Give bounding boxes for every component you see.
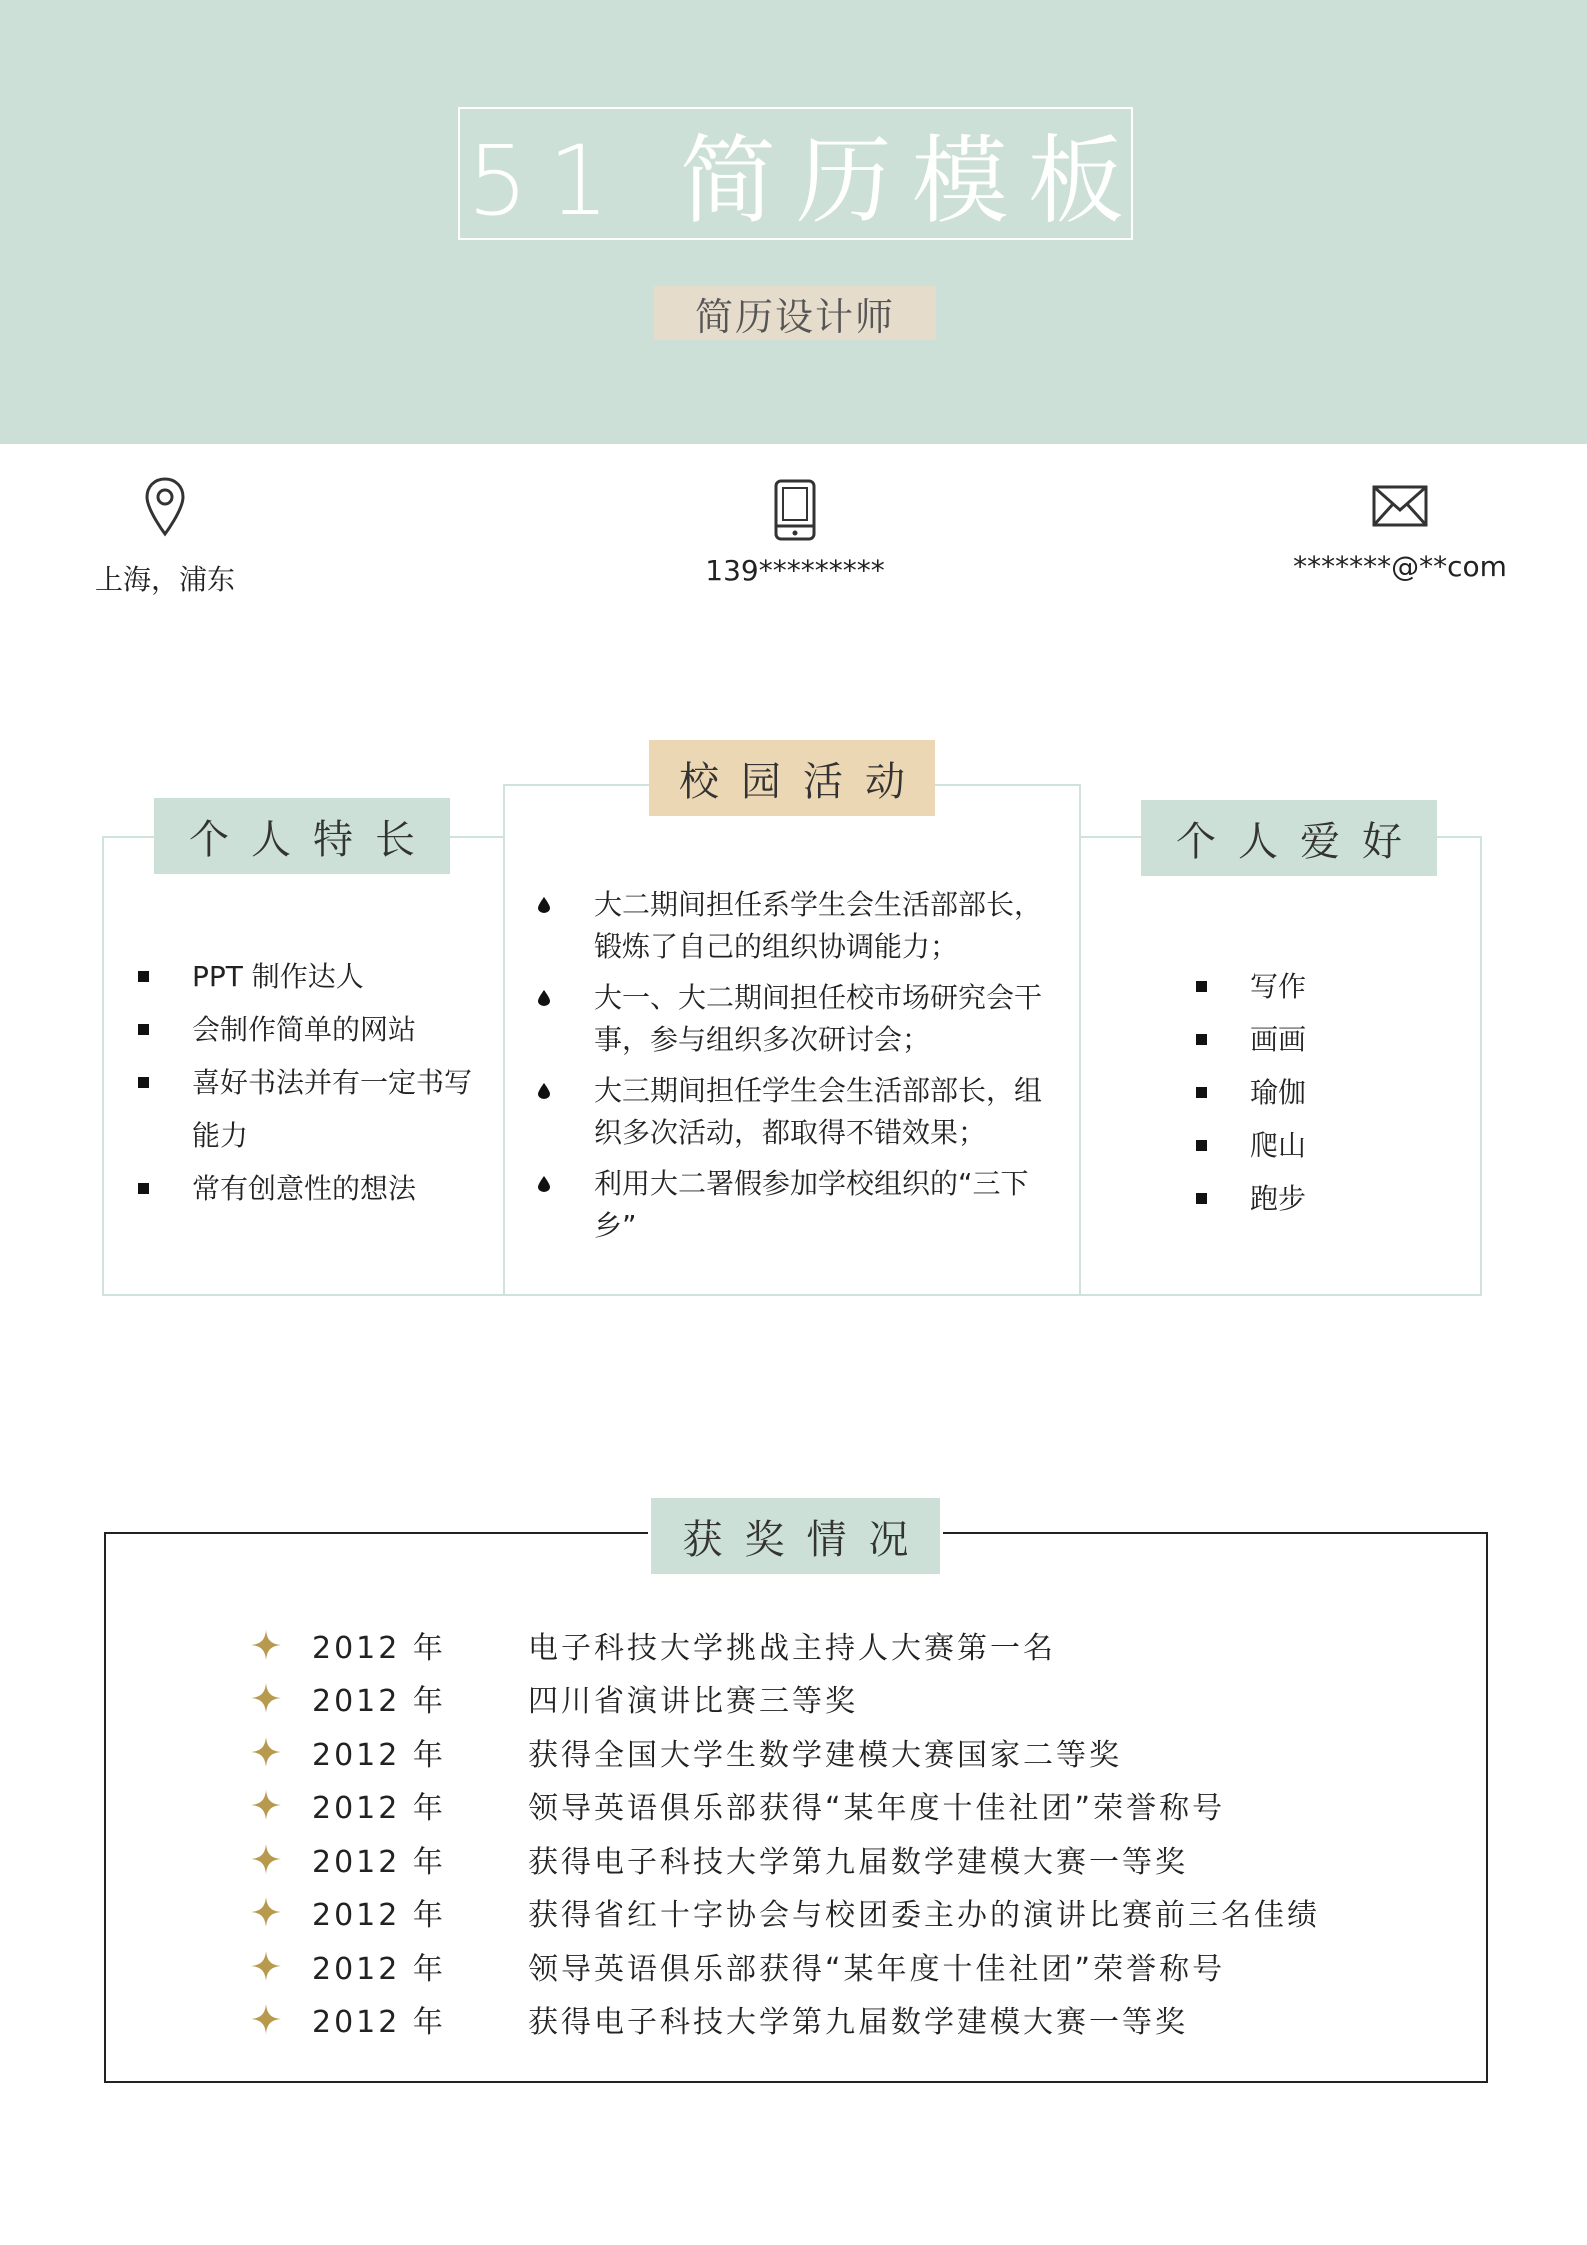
- email-text[interactable]: *******@**com: [1293, 550, 1507, 583]
- list-item: [536, 977, 1056, 1061]
- campus-item-text: 利用大二署假参加学校组织的“三下乡”: [594, 1167, 1029, 1242]
- phone-text[interactable]: 139*********: [705, 554, 885, 587]
- award-year: 2012 年: [312, 1844, 446, 1880]
- award-year: 2012 年: [312, 1898, 446, 1934]
- award-year: 2012 年: [312, 1684, 446, 1720]
- award-year: 2012 年: [312, 1737, 446, 1773]
- list-item: [536, 1163, 1056, 1247]
- award-description: 四川省演讲比赛三等奖: [528, 1684, 858, 1720]
- skills-heading: 个人特长: [154, 798, 450, 874]
- drop-bullet-icon: [538, 1083, 550, 1099]
- four-point-star-icon: [250, 1843, 282, 1875]
- campus-heading: 校园活动: [649, 740, 935, 816]
- campus-item-text: 大二期间担任系学生会生活部部长，锻炼了自己的组织协调能力；: [594, 888, 1043, 963]
- skills-list: [136, 950, 486, 1215]
- four-point-star-icon: [250, 1896, 282, 1928]
- award-description: 获得全国大学生数学建模大赛国家二等奖: [528, 1737, 1122, 1773]
- job-title: 简历设计师: [654, 286, 936, 340]
- drop-bullet-icon: [538, 1176, 550, 1192]
- four-point-star-icon: [250, 1789, 282, 1821]
- award-year: 2012 年: [312, 1951, 446, 1987]
- contact-email: [1270, 484, 1530, 583]
- campus-item-text: 大一、大二期间担任校市场研究会干事，参与组织多次研讨会；: [594, 981, 1043, 1056]
- list-item: 瑜伽: [1194, 1066, 1444, 1119]
- award-row: [250, 1993, 1450, 2047]
- hobbies-heading: 个人爱好: [1141, 800, 1437, 876]
- list-item: PPT 制作达人: [136, 950, 486, 1003]
- award-row: [250, 1939, 1450, 1993]
- four-point-star-icon: [250, 1629, 282, 1661]
- contact-phone: [680, 478, 910, 587]
- four-point-star-icon: [250, 1736, 282, 1768]
- award-row: [250, 1725, 1450, 1779]
- award-description: 领导英语俱乐部获得“某年度十佳社团”荣誉称号: [528, 1791, 1226, 1827]
- award-description: 获得省红十字协会与校团委主办的演讲比赛前三名佳绩: [528, 1898, 1320, 1934]
- list-item: 爬山: [1194, 1119, 1444, 1172]
- list-item: 常有创意性的想法: [136, 1162, 486, 1215]
- campus-list: [536, 884, 1056, 1256]
- four-point-star-icon: [250, 1950, 282, 1982]
- list-item: 跑步: [1194, 1172, 1444, 1225]
- award-row: [250, 1672, 1450, 1726]
- drop-bullet-icon: [538, 897, 550, 913]
- award-description: 获得电子科技大学第九届数学建模大赛一等奖: [528, 1844, 1188, 1880]
- contact-location: [60, 476, 270, 598]
- award-row: [250, 1618, 1450, 1672]
- location-text: 上海，浦东: [94, 563, 235, 596]
- award-row: [250, 1886, 1450, 1940]
- award-year: 2012 年: [312, 2005, 446, 2041]
- list-item: [536, 1070, 1056, 1154]
- header-band: [0, 0, 1587, 444]
- list-item: 写作: [1194, 960, 1444, 1013]
- awards-list: [250, 1618, 1450, 2046]
- envelope-icon: [1371, 484, 1429, 528]
- award-year: 2012 年: [312, 1630, 446, 1666]
- hobbies-list: [1194, 960, 1444, 1225]
- list-item: 会制作简单的网站: [136, 1003, 486, 1056]
- award-description: 电子科技大学挑战主持人大赛第一名: [528, 1630, 1056, 1666]
- resume-title: 51 简历模板: [467, 125, 1144, 237]
- campus-item-text: 大三期间担任学生会生活部部长，组织多次活动，都取得不错效果；: [594, 1074, 1043, 1149]
- mobile-phone-icon: [772, 478, 818, 542]
- four-point-star-icon: [250, 1682, 282, 1714]
- four-point-star-icon: [250, 2003, 282, 2035]
- awards-heading: 获奖情况: [651, 1498, 940, 1574]
- award-row: [250, 1779, 1450, 1833]
- award-row: [250, 1832, 1450, 1886]
- list-item: 画画: [1194, 1013, 1444, 1066]
- award-description: 获得电子科技大学第九届数学建模大赛一等奖: [528, 2005, 1188, 2041]
- award-year: 2012 年: [312, 1791, 446, 1827]
- award-description: 领导英语俱乐部获得“某年度十佳社团”荣誉称号: [528, 1951, 1226, 1987]
- list-item: 喜好书法并有一定书写能力: [136, 1056, 486, 1162]
- drop-bullet-icon: [538, 990, 550, 1006]
- location-pin-icon: [143, 476, 187, 538]
- title-frame: [458, 107, 1144, 240]
- list-item: [536, 884, 1056, 968]
